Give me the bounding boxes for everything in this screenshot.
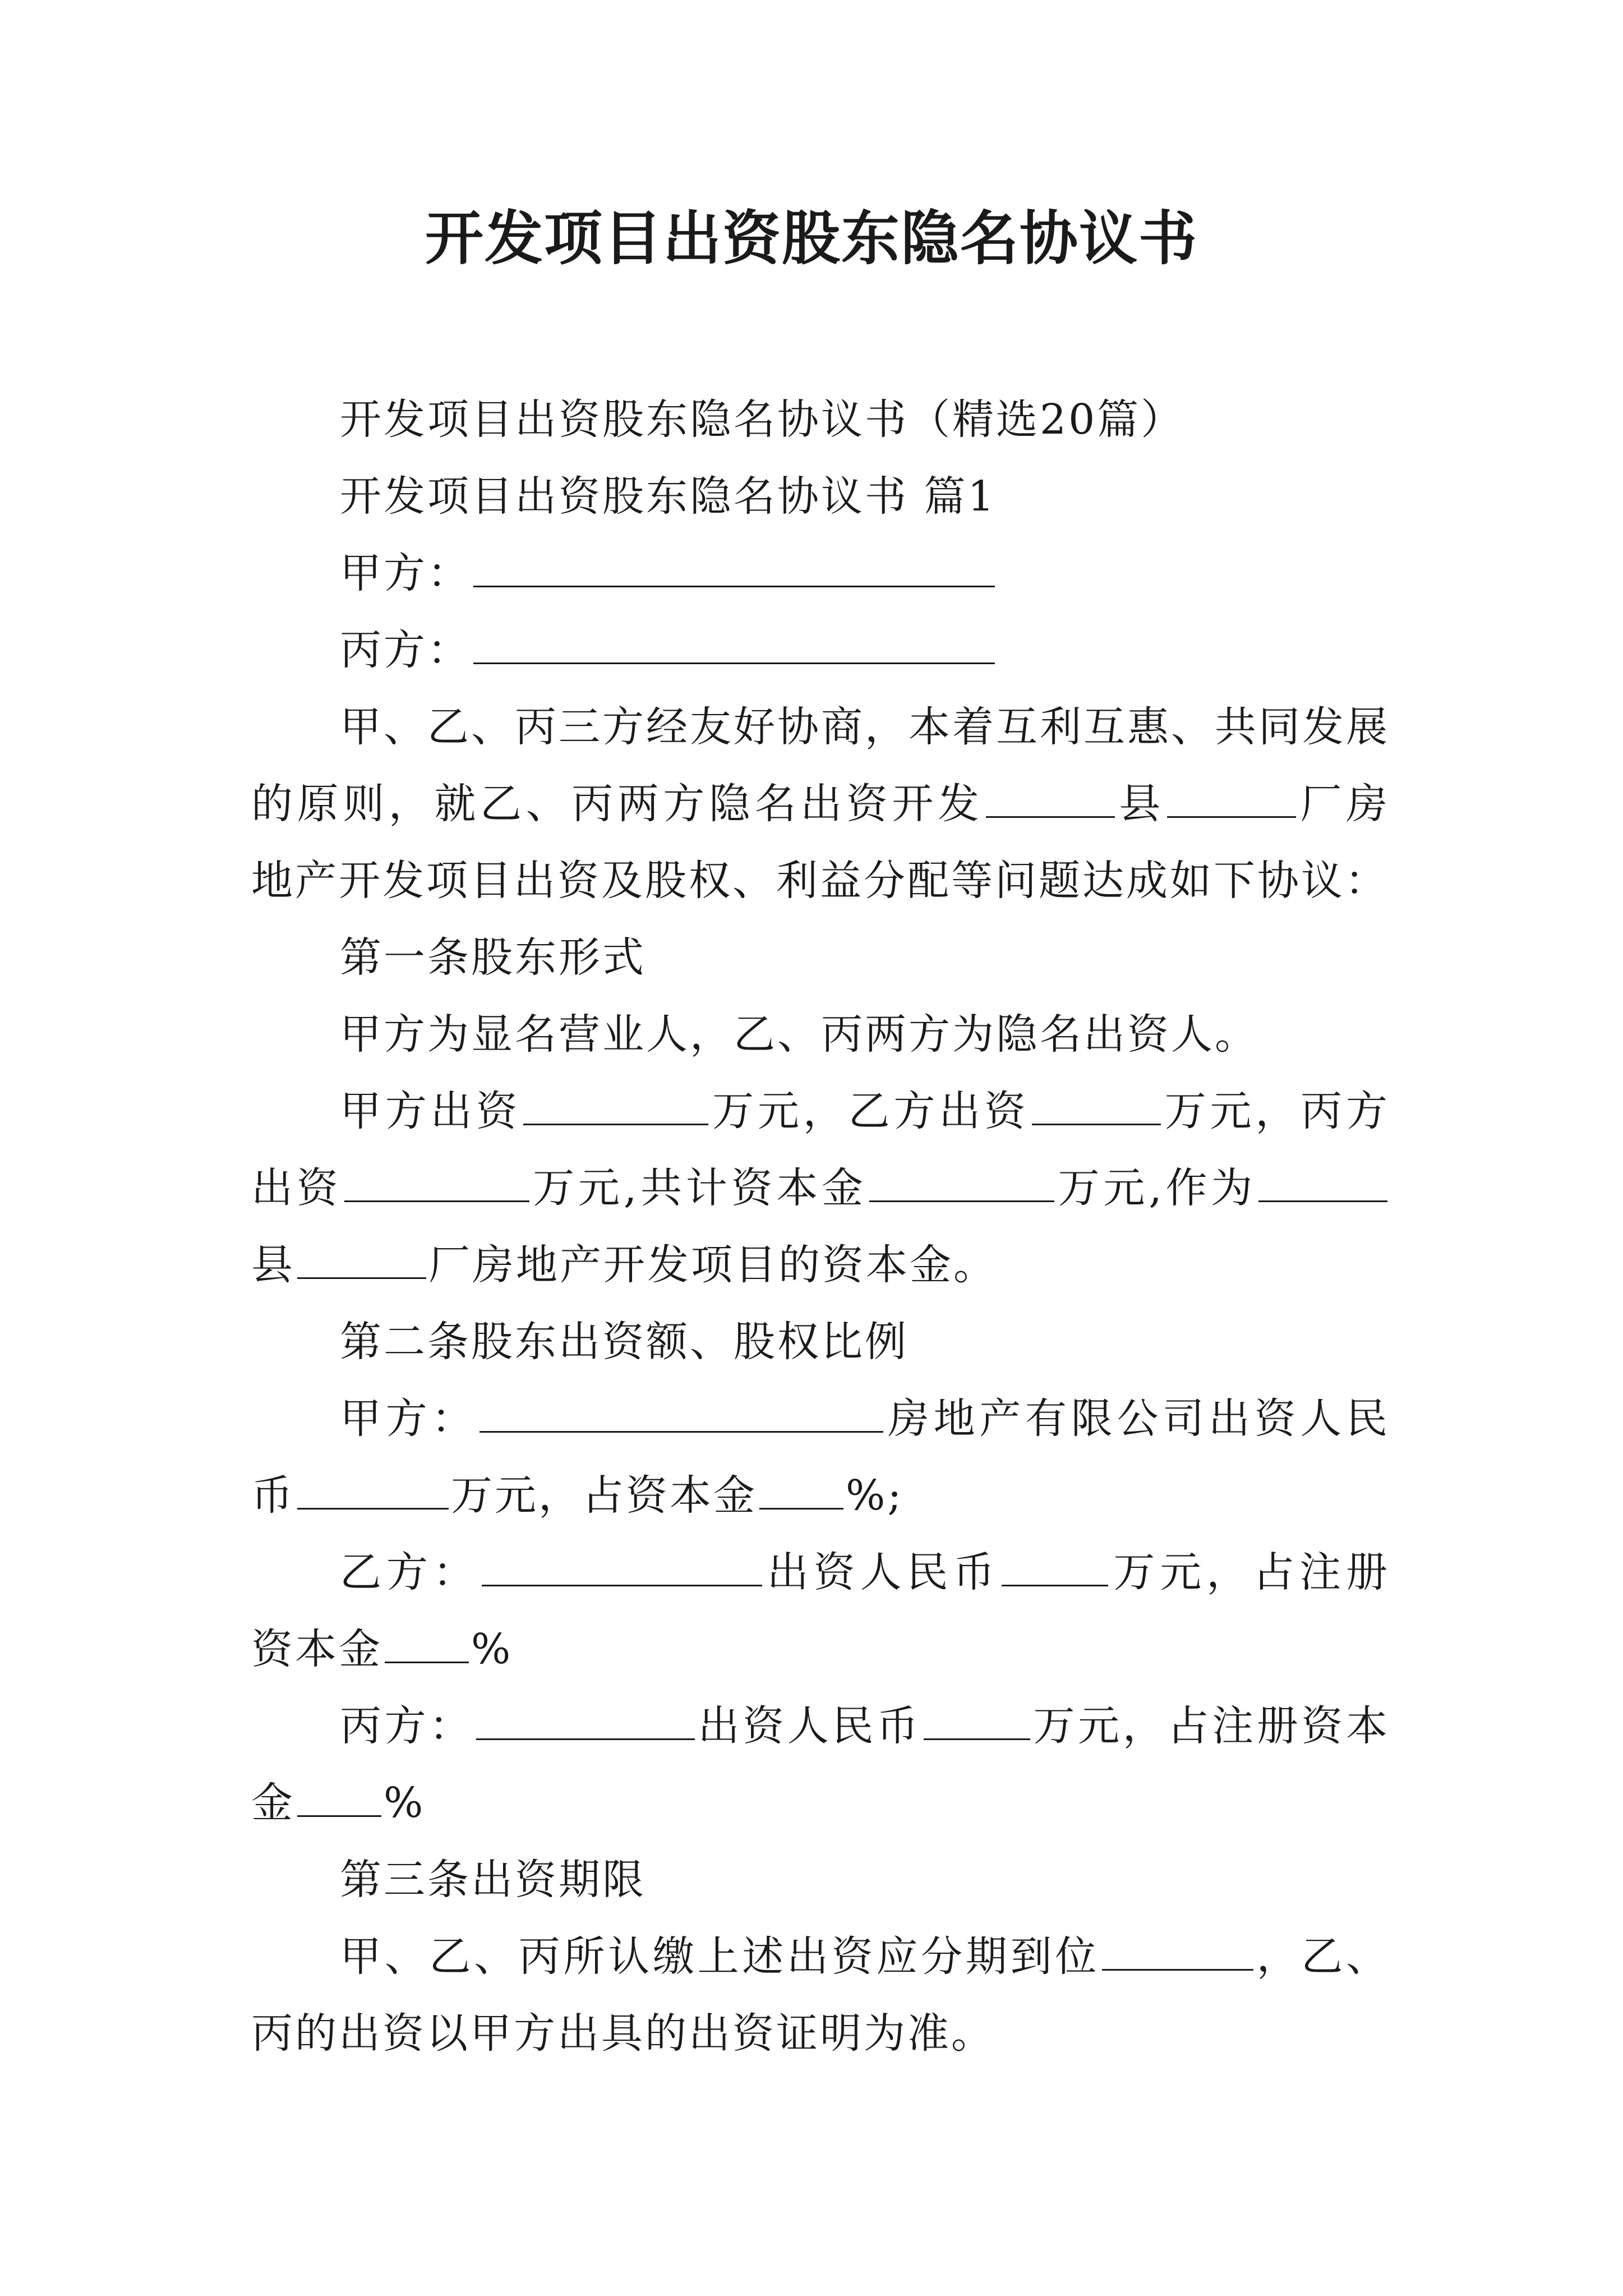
- paragraph-section-heading: 开发项目出资股东隐名协议书 篇1: [340, 472, 997, 521]
- text-segment: 县: [1117, 780, 1165, 828]
- text-segment: 万元，占资本金: [451, 1471, 757, 1520]
- text-segment: 万元，乙方出资: [711, 1087, 1030, 1135]
- blank-line: [924, 1701, 1030, 1740]
- text-segment: 万元,共计资本金: [531, 1164, 867, 1212]
- blank-line: [1102, 1931, 1253, 1971]
- paragraph-subtitle: 开发项目出资股东隐名协议书（精选20篇）: [340, 395, 1185, 444]
- blank-line: [344, 1163, 529, 1202]
- blank-line: [1002, 1547, 1108, 1586]
- text-segment: %: [471, 1625, 513, 1673]
- blank-line: [1032, 1086, 1161, 1125]
- text-segment: 万元，占注册资本金: [251, 1548, 1390, 1673]
- party-a-label: 甲方：: [340, 549, 471, 597]
- party-a-line: [251, 535, 1390, 612]
- text-segment: 万元，占注册资本金: [251, 1702, 1390, 1827]
- text-segment: 厂房地产开发项目出资及股权、利益分配等问题达成如下协议：: [251, 780, 1390, 905]
- blank-line: [297, 1240, 426, 1279]
- document-title: 开发项目出资股东隐名协议书: [425, 204, 1198, 273]
- blank-line: [297, 1778, 381, 1817]
- text-segment: 出资人民币: [764, 1548, 1000, 1596]
- paragraph-preamble: [251, 689, 1390, 919]
- party-b-contribution: [251, 1534, 1390, 1688]
- text-segment: 县: [251, 1241, 295, 1289]
- blank-line: [473, 625, 995, 664]
- text-segment: 万元,作为: [1056, 1164, 1256, 1212]
- blank-line: [759, 1470, 843, 1510]
- text-segment: 甲、乙、丙三方经友好协商，本着互利互惠、共同发展的原则，就乙、丙两方隐名出资开发: [251, 703, 1390, 828]
- paragraph-capital: [251, 1073, 1390, 1304]
- blank-line: [476, 1701, 695, 1740]
- article-3-text: [251, 1918, 1390, 2072]
- article-2-heading: 第二条股东出资额、股权比例: [340, 1318, 909, 1366]
- text-segment: 出资人民币: [697, 1702, 921, 1750]
- text-segment: %;: [846, 1471, 904, 1520]
- article-3-heading: 第三条出资期限: [340, 1856, 646, 1904]
- blank-line: [473, 548, 995, 587]
- text-segment: 万元，丙方出资: [251, 1087, 1390, 1212]
- text-segment: %: [384, 1779, 426, 1827]
- text-segment: 厂房地产开发项目的资本金。: [428, 1241, 997, 1289]
- blank-line: [1167, 779, 1296, 818]
- blank-line: [523, 1086, 708, 1125]
- party-c-contribution: [251, 1688, 1390, 1842]
- text-segment: ，乙、丙的出资以甲方出具的出资证明为准。: [251, 1932, 1390, 2058]
- text-segment: 甲方出资: [340, 1087, 522, 1135]
- party-a-contribution: [251, 1381, 1390, 1534]
- blank-line: [297, 1470, 449, 1510]
- blank-line: [1258, 1163, 1387, 1202]
- blank-line: [482, 1547, 762, 1586]
- text-segment: 甲、乙、丙所认缴上述出资应分期到位: [340, 1932, 1100, 1981]
- article-1-text: 甲方为显名营业人，乙、丙两方为隐名出资人。: [340, 1010, 1258, 1059]
- party-c-label: 丙方：: [340, 626, 471, 674]
- blank-line: [479, 1393, 883, 1433]
- blank-line: [869, 1163, 1054, 1202]
- text-segment: 丙方：: [340, 1702, 474, 1750]
- party-c-line: [251, 612, 1390, 689]
- text-segment: 房地产有限公司出资人民币: [251, 1395, 1390, 1520]
- document-body: [251, 381, 1390, 2072]
- blank-line: [385, 1624, 469, 1663]
- article-1-heading: 第一条股东形式: [340, 933, 646, 982]
- text-segment: 甲方：: [340, 1395, 478, 1443]
- blank-line: [986, 779, 1115, 818]
- text-segment: 乙方：: [340, 1548, 479, 1596]
